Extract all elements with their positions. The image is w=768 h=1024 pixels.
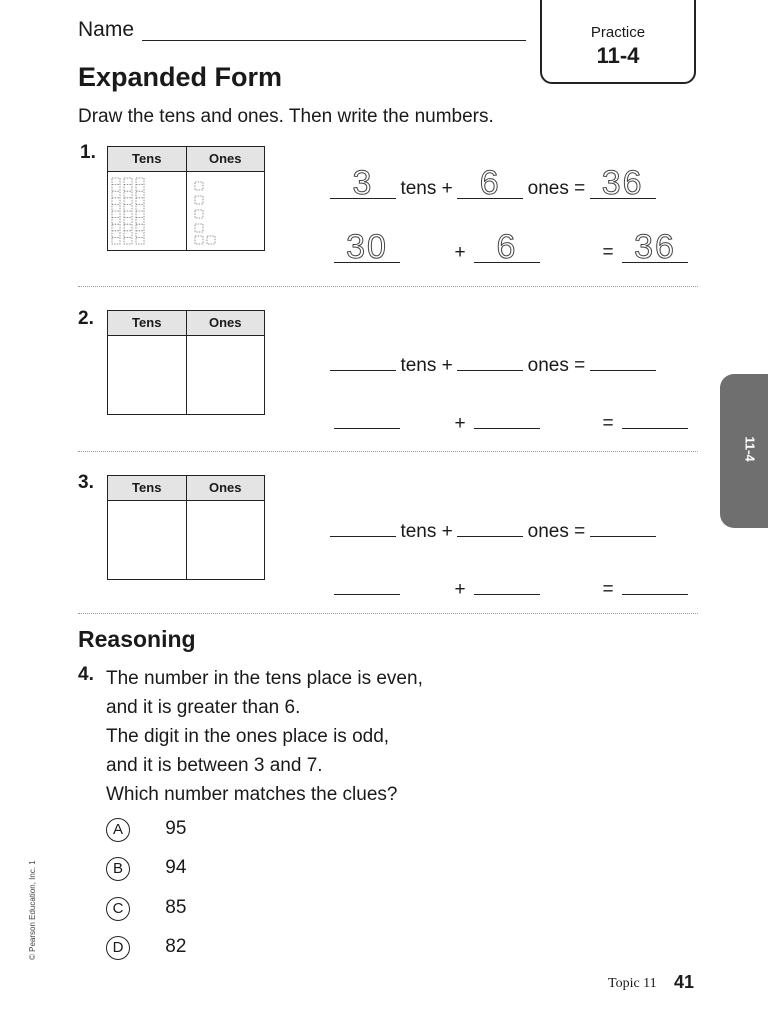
problem-1-row-2 — [334, 230, 688, 264]
practice-box — [540, 0, 696, 84]
divider — [78, 451, 698, 452]
tens-answer-blank[interactable] — [330, 342, 396, 371]
choice-value: 95 — [165, 818, 187, 839]
problem-3-row-2 — [334, 568, 688, 601]
ones-equals-label: ones = — [527, 355, 586, 376]
plus-sign: + — [454, 579, 466, 600]
tens-answer-blank[interactable]: 3 — [330, 166, 396, 199]
problem-1-number: 1. — [80, 142, 96, 163]
choice-value: 94 — [165, 857, 187, 878]
choice-bubble[interactable]: C — [106, 897, 130, 921]
plus-sign: + — [454, 242, 466, 263]
choice-d[interactable] — [106, 936, 186, 960]
ones-value-blank[interactable] — [474, 402, 540, 429]
choice-bubble[interactable]: B — [106, 857, 130, 881]
reasoning-title: Reasoning — [78, 626, 196, 652]
total-answer-blank[interactable] — [590, 342, 656, 371]
divider — [78, 613, 698, 614]
equals-sign: = — [602, 413, 614, 434]
ones-header: Ones — [208, 480, 242, 495]
ones-cell[interactable] — [187, 501, 265, 579]
tens-cell[interactable] — [108, 501, 187, 579]
ones-cell[interactable] — [187, 336, 265, 414]
choice-a[interactable] — [106, 818, 186, 842]
question-number: 4. — [78, 664, 94, 685]
side-tab-label: Practice — [655, 451, 703, 467]
problem-1-table — [107, 146, 265, 251]
choice-value: 82 — [165, 936, 187, 957]
problem-2-row-1 — [330, 342, 656, 377]
choice-value: 85 — [165, 897, 187, 918]
tens-answer-blank[interactable] — [330, 508, 396, 537]
practice-label: Practice — [590, 24, 646, 41]
ones-header: Ones — [208, 151, 242, 166]
page-title: Expanded Form — [78, 62, 283, 92]
question-text — [106, 664, 423, 809]
problem-3-row-1 — [330, 508, 656, 543]
problem-1-row-1 — [330, 166, 656, 200]
ones-value-blank[interactable]: 6 — [474, 230, 540, 263]
problem-2-row-2 — [334, 402, 688, 435]
problem-3-number: 3. — [78, 472, 94, 493]
problem-3-table — [107, 475, 265, 580]
practice-side-tab — [655, 374, 768, 528]
total-answer-blank[interactable]: 36 — [590, 166, 656, 199]
tens-header: Tens — [108, 476, 187, 500]
question-line: The digit in the ones place is odd, — [106, 726, 390, 747]
choice-b[interactable] — [106, 857, 186, 881]
ones-cell[interactable] — [187, 172, 265, 250]
tens-cell[interactable] — [108, 336, 187, 414]
problem-2-number: 2. — [78, 308, 94, 329]
tens-value-blank[interactable] — [334, 568, 400, 595]
choice-bubble[interactable]: D — [106, 936, 130, 960]
ones-answer-blank[interactable]: 6 — [457, 166, 523, 199]
tens-value-blank[interactable]: 30 — [334, 230, 400, 263]
question-line: and it is between 3 and 7. — [106, 755, 323, 776]
problem-2-table — [107, 310, 265, 415]
ones-header: Ones — [208, 315, 242, 330]
ones-value-blank[interactable] — [474, 568, 540, 595]
question-line: The number in the tens place is even, — [106, 668, 423, 689]
total-value-blank[interactable] — [622, 568, 688, 595]
choice-c[interactable] — [106, 897, 186, 921]
copyright-text: © Pearson Education, Inc. 1 — [28, 860, 37, 960]
tens-header: Tens — [108, 147, 187, 171]
total-value-blank[interactable] — [622, 402, 688, 429]
name-field[interactable] — [142, 40, 526, 41]
name-label: Name — [78, 18, 135, 41]
page-number: 41 — [674, 972, 695, 992]
ones-answer-blank[interactable] — [457, 508, 523, 537]
tens-value-blank[interactable] — [334, 402, 400, 429]
instructions: Draw the tens and ones. Then write the numbers. — [78, 106, 494, 127]
choice-bubble[interactable]: A — [106, 818, 130, 842]
equals-sign: = — [602, 242, 614, 263]
total-value-blank[interactable]: 36 — [622, 230, 688, 263]
ones-cubes-drawing — [187, 172, 265, 250]
topic-label: Topic 11 — [608, 976, 657, 991]
ones-equals-label: ones = — [527, 178, 586, 199]
plus-sign: + — [454, 413, 466, 434]
tens-plus-label: tens + — [400, 355, 453, 376]
tens-plus-label: tens + — [400, 178, 453, 199]
tens-header: Tens — [108, 311, 187, 335]
tens-rods-drawing — [108, 172, 186, 250]
side-tab-number: 11-4 — [742, 436, 758, 462]
ones-equals-label: ones = — [527, 521, 586, 542]
practice-number: 11-4 — [596, 43, 640, 68]
question-line: and it is greater than 6. — [106, 697, 301, 718]
question-line: Which number matches the clues? — [106, 784, 398, 805]
ones-answer-blank[interactable] — [457, 342, 523, 371]
equals-sign: = — [602, 579, 614, 600]
total-answer-blank[interactable] — [590, 508, 656, 537]
tens-cell[interactable] — [108, 172, 187, 250]
divider — [78, 286, 698, 287]
tens-plus-label: tens + — [400, 521, 453, 542]
